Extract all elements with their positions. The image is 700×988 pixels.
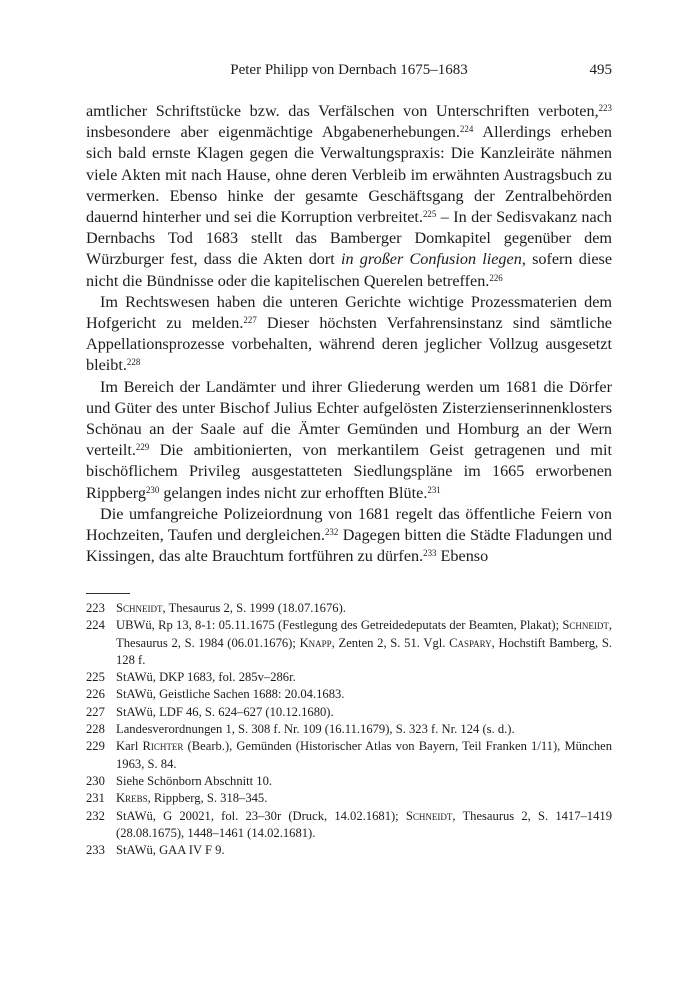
author-name: Richter	[142, 739, 184, 754]
text-run: StAWü, GAA IV F 9.	[116, 843, 225, 858]
text-run: Im Bereich der Landämter und ihrer Gliederung werden um 1681 die Dörfer und Güter des unter Bischof Julius Echter aufgelösten Zisterzienserinnenklosters Schönau an der Saale auf die Ämter Gemünden und Homburg an der Wern verteilt.	[86, 377, 612, 460]
footnote-number: 230	[86, 773, 105, 788]
footnote	[86, 617, 612, 669]
text-run: UBWü, Rp 13, 8-1: 05.11.1675 (Festlegung des Getreidedeputats der Beamten, Plakat);	[116, 618, 563, 633]
footnote-number: 226	[86, 687, 105, 702]
text-run: Dagegen bitten die Städte Fladungen und Kissingen, das alte Brauchtum fortführen zu dürfen.	[86, 526, 613, 566]
text-run: Ebenso	[436, 547, 489, 566]
footnote-number: 227	[86, 704, 105, 719]
footnote	[86, 721, 612, 738]
footnote-number: 225	[86, 670, 105, 685]
footnote-number: 224	[86, 618, 105, 633]
footnote	[86, 686, 612, 703]
footnote	[86, 738, 612, 773]
footnote-separator	[86, 593, 130, 594]
footnote-ref: 232	[324, 527, 339, 538]
footnote	[86, 704, 612, 721]
text-run: amtlicher Schriftstücke bzw. das Verfälschen von Unterschriften verboten,	[86, 102, 599, 120]
footnote-text	[116, 669, 612, 686]
footnote-ref: 227	[243, 315, 257, 326]
author-name: Schneidt	[405, 808, 453, 823]
footnote-ref: 231	[427, 484, 441, 495]
paragraph	[86, 504, 612, 568]
text-run: , Thesaurus 2, S. 1984 (06.01.1676);	[116, 618, 612, 650]
footnote	[86, 842, 612, 859]
footnote-text	[116, 790, 612, 807]
footnote-ref: 225	[422, 209, 437, 220]
paragraph	[86, 377, 612, 504]
text-run: Dieser höchsten Verfahrensinstanz sind sämtliche Appellationsprozesse vorbehalten, während deren jeglicher Vollzug ausgesetzt bleibt.	[86, 314, 612, 375]
text-run: StAWü, DKP 1683, fol. 285v–286r.	[116, 670, 296, 685]
running-title: Peter Philipp von Dernbach 1675–1683	[230, 62, 468, 78]
text-run: StAWü, G 20021, fol. 23–30r (Druck, 14.02.1681);	[116, 808, 406, 823]
footnote-text	[116, 842, 612, 859]
text-run: StAWü, LDF 46, S. 624–627 (10.12.1680).	[116, 704, 334, 719]
text-run: – In der Sedisvakanz nach Dernbachs Tod 1683 stellt das Bamberger Domkapitel gegenüber dem Würzburger fest, dass die Akten dort	[86, 208, 612, 269]
footnote-text	[116, 617, 612, 669]
footnote-number: 232	[86, 808, 105, 823]
footnote-ref: 230	[145, 484, 160, 495]
footnote-text	[116, 773, 612, 790]
footnote	[86, 790, 612, 807]
emphasized-text: in großer Confusion liegen	[341, 250, 522, 269]
text-run: , Rippberg, S. 318–345.	[147, 791, 268, 806]
body-text	[86, 101, 612, 567]
text-run: Siehe Schönborn Abschnitt 10.	[116, 773, 273, 788]
footnote-text	[116, 686, 612, 703]
text-run: StAWü, Geistliche Sachen 1688: 20.04.1683.	[116, 687, 345, 702]
text-run: , Thesaurus 2, S. 1999 (18.07.1676).	[162, 601, 346, 615]
footnote-text	[116, 721, 612, 738]
text-run: gelangen indes nicht zur erhofften Blüte.	[159, 483, 428, 502]
footnote-number: 231	[86, 791, 105, 806]
footnotes	[86, 600, 612, 859]
text-run: Allerdings erheben sich bald ernste Klagen gegen die Verwaltungspraxis: Die Kanzleiräte nähmen viele Akten mit nach Hause, ohne deren Verbleib im erwähnten Austragsbuch zu vermerken. Ebenso hinke der gesamte Geschäftsgang der Zentralbehörden dauernd hinterher und sei die Korruption verbreitet.	[86, 123, 613, 227]
footnote-text	[116, 808, 612, 843]
paragraph	[86, 101, 612, 292]
text-run: , Zenten 2, S. 51. Vgl.	[331, 635, 450, 650]
text-run: , Hochstift Bamberg, S. 128 f.	[116, 635, 612, 667]
footnote-ref: 223	[598, 103, 612, 114]
footnote-text	[116, 738, 612, 773]
footnote-text	[116, 704, 612, 721]
author-name: Schneidt	[116, 601, 163, 615]
text-run: Im Rechtswesen haben die unteren Gerichte wichtige Prozessmaterien dem Hofgericht zu melden.	[86, 292, 612, 333]
footnote-number: 223	[86, 601, 105, 615]
footnote-text	[116, 600, 612, 617]
text-run: Die umfangreiche Polizeiordnung von 1681 regelt das öffentliche Feiern von Hochzeiten, Taufen und dergleichen.	[86, 504, 612, 545]
footnote-ref: 233	[423, 548, 437, 559]
text-run: Karl	[116, 739, 143, 754]
footnote	[86, 773, 612, 790]
footnote	[86, 669, 612, 686]
author-name: Krebs	[116, 791, 148, 806]
paragraph	[86, 292, 612, 377]
footnote-ref: 224	[459, 124, 474, 135]
footnote	[86, 808, 612, 843]
footnote-ref: 226	[489, 272, 503, 283]
text-run: , sofern diese nicht die Bündnisse oder die kapitelischen Querelen betreffen.	[86, 250, 612, 290]
author-name: Schneidt	[562, 618, 609, 633]
footnote-number: 229	[86, 739, 105, 754]
author-name: Knapp	[299, 635, 332, 650]
page-number: 495	[589, 62, 612, 78]
footnote	[86, 600, 612, 617]
page-header	[86, 62, 612, 84]
footnote-number: 233	[86, 843, 105, 858]
text-run: (Bearb.), Gemünden (Historischer Atlas von Bayern, Teil Franken 1/11), München 1963, S. 84.	[116, 739, 613, 771]
footnote-ref: 228	[126, 357, 141, 368]
footnote-ref: 229	[135, 442, 150, 453]
text-run: insbesondere aber eigenmächtige Abgabenerhebungen.	[86, 123, 460, 142]
text-run: , Thesaurus 2, S. 1417–1419 (28.08.1675), 1448–1461 (14.02.1681).	[116, 808, 612, 840]
text-run: Die ambitionierten, von merkantilem Geist getragenen und mit bischöflichem Privileg ausgestatteten Siedlungspläne im 1665 erworbenen Rippberg	[86, 441, 612, 502]
text-run: Landesverordnungen 1, S. 308 f. Nr. 109 (16.11.1679), S. 323 f. Nr. 124 (s. d.).	[116, 722, 515, 737]
author-name: Caspary	[449, 635, 492, 650]
footnote-number: 228	[86, 722, 105, 737]
